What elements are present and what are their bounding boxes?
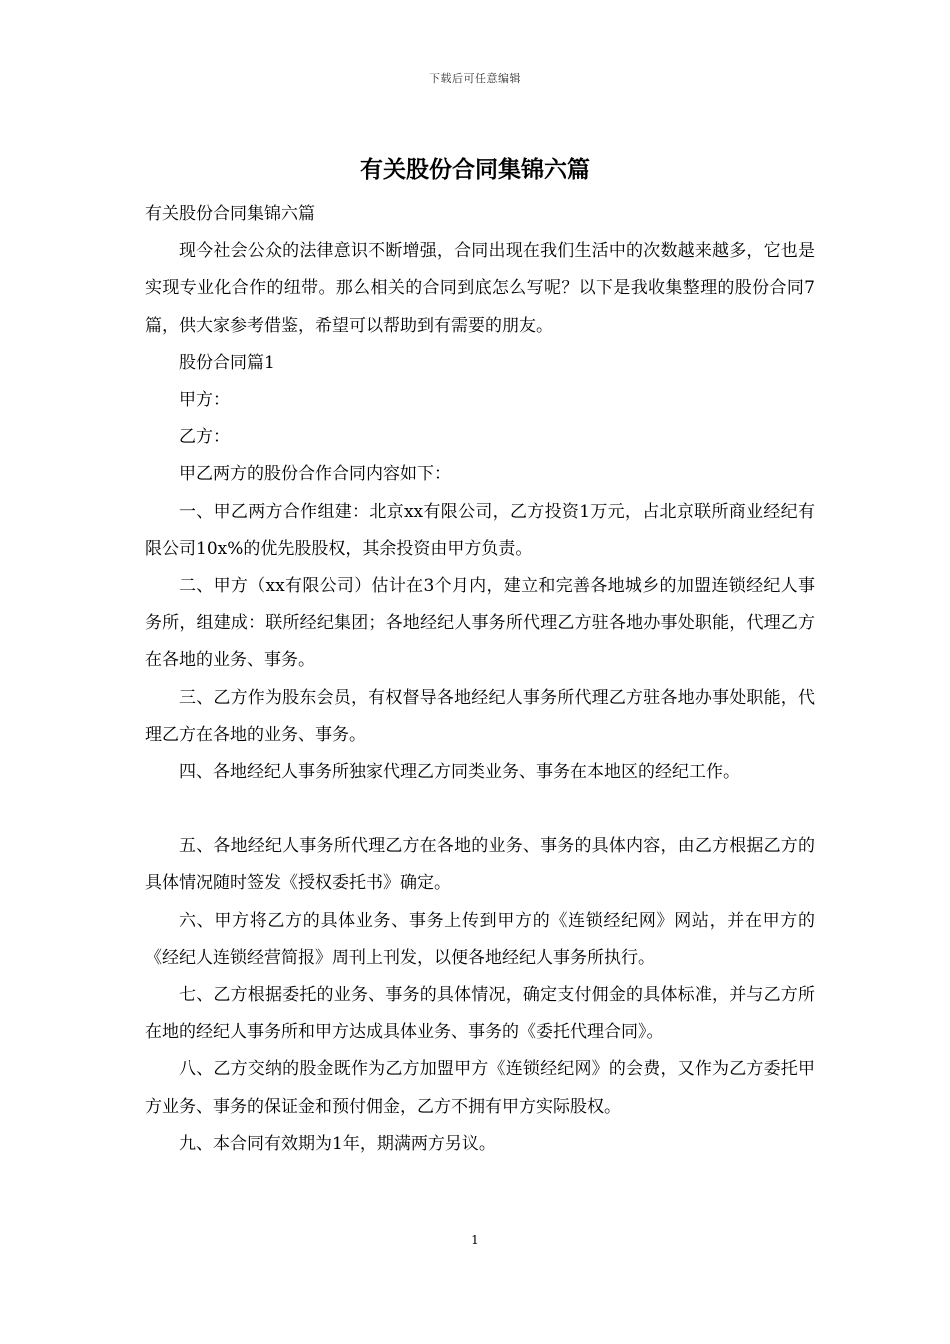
- section-heading: 股份合同篇1: [179, 352, 275, 373]
- clause-6: 六、甲方将乙方的具体业务、事务上传到甲方的《连锁经纪网》网站，并在甲方的《经纪人连锁经营简报》周刊上刊发，以便各地经纪人事务所执行。: [145, 910, 815, 968]
- page-header-note: 下载后可任意编辑: [429, 72, 521, 85]
- contract-intro-line: 甲乙两方的股份合作合同内容如下：: [179, 464, 451, 485]
- party-b-line: 乙方：: [179, 427, 230, 448]
- clause-3: 三、乙方作为股东会员，有权督导各地经纪人事务所代理乙方驻各地办事处职能，代理乙方在各地的业务、事务。: [145, 687, 815, 745]
- page-number: 1: [471, 1233, 479, 1247]
- document-subtitle: 有关股份合同集锦六篇: [145, 204, 315, 224]
- clause-7: 七、乙方根据委托的业务、事务的具体情况，确定支付佣金的具体标准，并与乙方所在地的经纪人事务所和甲方达成具体业务、事务的《委托代理合同》。: [145, 985, 815, 1043]
- clause-4: 四、各地经纪人事务所独家代理乙方同类业务、事务在本地区的经纪工作。: [179, 762, 740, 783]
- clause-9: 九、本合同有效期为1年，期满两方另议。: [179, 1133, 496, 1154]
- clause-1: 一、甲乙两方合作组建：北京xx有限公司，乙方投资1万元，占北京联所商业经纪有限公司10x%的优先股股权，其余投资由甲方负责。: [145, 501, 815, 559]
- document-body: [145, 196, 815, 1163]
- clause-8: 八、乙方交纳的股金既作为乙方加盟甲方《连锁经纪网》的会费，又作为乙方委托甲方业务、事务的保证金和预付佣金，乙方不拥有甲方实际股权。: [145, 1059, 815, 1117]
- intro-paragraph: 现今社会公众的法律意识不断增强，合同出现在我们生活中的次数越来越多，它也是实现专业化合作的纽带。那么相关的合同到底怎么写呢？以下是我收集整理的股份合同7篇，供大家参考借鉴，希望可以帮助到有需要的朋友。: [145, 241, 815, 336]
- clause-2: 二、甲方（xx有限公司）估计在3个月内，建立和完善各地城乡的加盟连锁经纪人事务所，组建成：联所经纪集团；各地经纪人事务所代理乙方驻各地办事处职能，代理乙方在各地的业务、事务。: [145, 576, 815, 671]
- document-title: 有关股份合同集锦六篇: [360, 156, 590, 183]
- clause-5: 五、各地经纪人事务所代理乙方在各地的业务、事务的具体内容，由乙方根据乙方的具体情况随时签发《授权委托书》确定。: [145, 836, 815, 894]
- party-a-line: 甲方：: [179, 390, 230, 411]
